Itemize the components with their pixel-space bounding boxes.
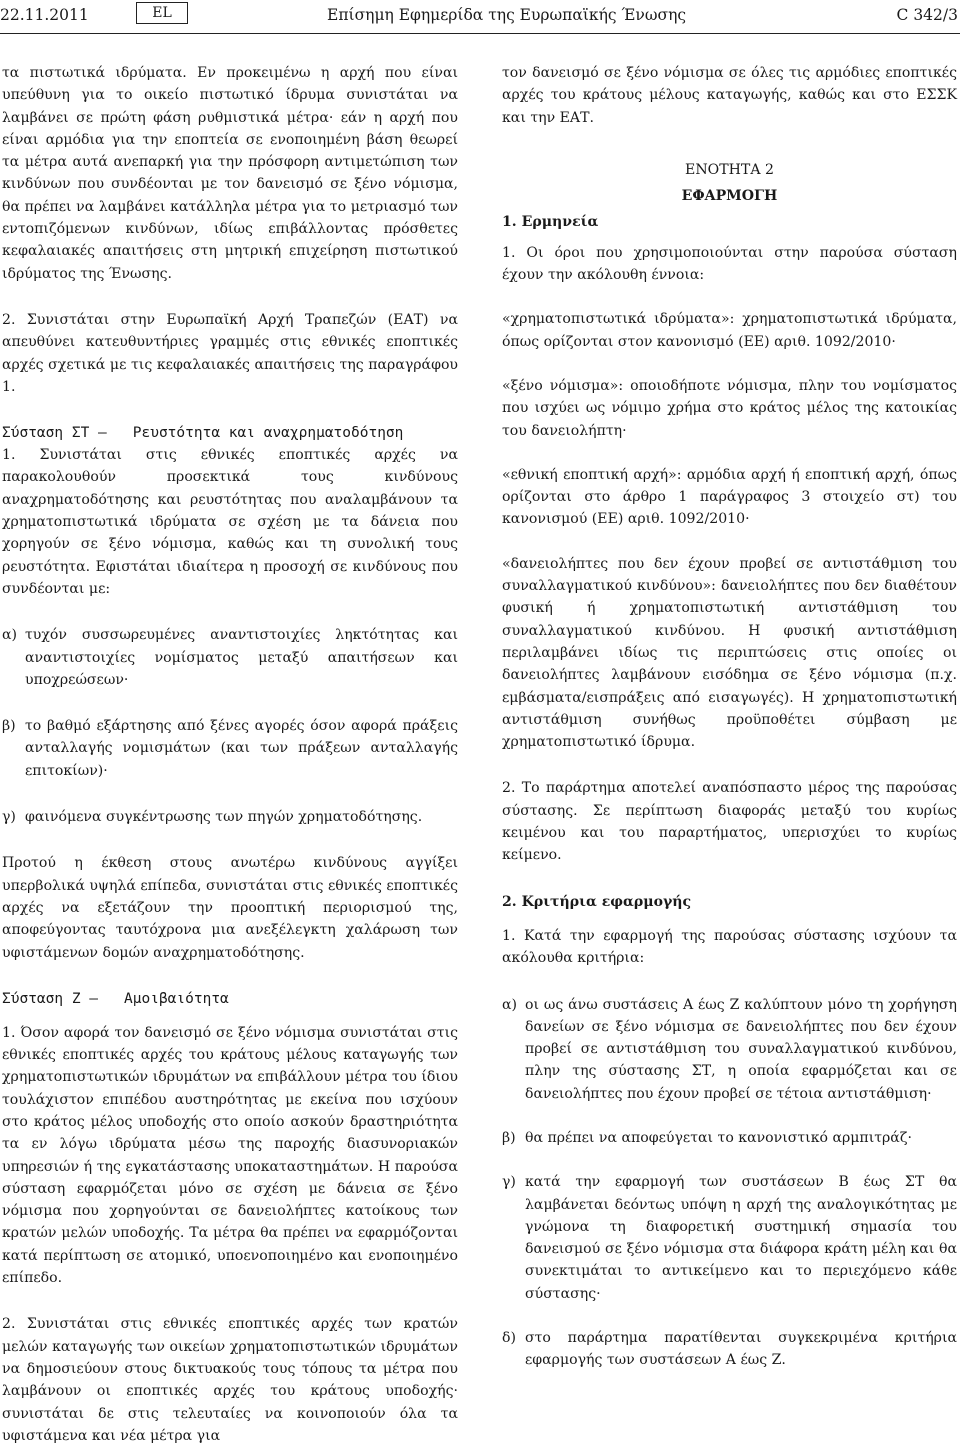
journal-title: Επίσημη Εφημερίδα της Ευρωπαϊκής Ένωσης [327,6,687,24]
paragraph: 2. Το παράρτημα αποτελεί αναπόσπαστο μέρος της παρούσας σύστασης. Σε περίπτωση διαφοράς μεταξύ του κυρίως κειμένου και του παραρτήματος, υπερισχύει το κυρίως κείμενο. [502,780,957,864]
definition: «εθνική εποπτική αρχή»: αρμόδια αρχή ή εποπτική αρχή, όπως ορίζονται στο άρθρο 1 παράγραφος 3 στοιχείο στ) του κανονισμού (ΕΕ) αριθ. 1092/2010· [502,466,957,528]
header-rule [0,33,960,34]
definition: «χρηματοπιστωτικά ιδρύματα»: χρηματοπιστωτικά ιδρύματα, όπως ορίζονται στον κανονισμό (ΕΕ) αριθ. 1092/2010· [502,311,957,350]
paragraph: τον δανεισμό σε ξένο νόμισμα σε όλες τις αρμόδιες εποπτικές αρχές του κράτους μέλους καταγωγής, καθώς και στο ΕΣΣΚ και την ΕΑΤ. [502,65,957,126]
list-item: β) θα πρέπει να αποφεύγεται το κανονιστικό αρμπιτράζ· [502,1129,912,1146]
language-box: EL [136,2,188,24]
definition: «δανειολήπτες που δεν έχουν προβεί σε αντιστάθμιση του συναλλαγματικού κινδύνου»: δανειολήπτες που δεν διαθέτουν φυσική ή χρηματοπιστωτική αντιστάθμιση του συναλλαγματικού κινδύνου. Η φυσική αντιστάθμιση περιλαμβάνει ιδίως τις περιπτώσεις στις οποίες οι δανειολήπτες λαμβάνουν εισόδημα σε ξένο νόμισμα (π.χ. εμβάσματα/εισπράξεις από εισαγωγές). Η χρηματοπιστωτική αντιστάθμιση συνήθως προϋποθέτει σύμβαση με χρηματοπιστωτικό ίδρυμα. [502,555,957,751]
section-label: ΕΝΟΤΗΤΑ 2 [685,161,774,178]
heading-title: Ρευστότητα και αναχρηματοδότηση [132,425,404,442]
paragraph: τα πιστωτικά ιδρύματα. Εν προκειμένω η αρχή που είναι υπεύθυνη για το οικείο πιστωτικό ίδρυμα συνιστάται να λαμβάνει σε πρώτη φάση ρυθμιστικά μέτρα· εάν η αρχή που είναι αρμόδια για την εποπτεία σε ενοποιημένη βάση θεωρεί τα μέτρα αυτά ανεπαρκή για την πρόσφορη αντιμετώπιση των κινδύνων που συνδέονται με τον δανεισμό σε ξένο νόμισμα, θα πρέπει να λαμβάνει κατάλληλα μέτρα για το μετριασμό των εντοπιζόμενων κινδύνων, ιδίως επιβάλλοντας πρόσθετες κεφαλαιακές απαιτήσεις στη μητρική επιχείρηση πιστωτικού ιδρύματος της Ένωσης. [2,65,458,282]
left-column [2,62,458,1447]
paragraph: 1. Κατά την εφαρμογή της παρούσας σύστασης ισχύουν τα ακόλουθα κριτήρια: [502,927,957,967]
paragraph: 2. Συνιστάται στην Ευρωπαϊκή Αρχή Τραπεζών (ΕΑΤ) να απευθύνει κατευθυντήριες γραμμές στις εθνικές εποπτικές αρχές σχετικά με τις κεφαλαιακές απαιτήσεις της παραγράφου 1. [2,311,458,395]
section-heading-st [2,422,458,444]
list-item: α) τυχόν συσσωρευμένες αναντιστοιχίες ληκτότητας και αναντιστοιχίες νομίσματος μεταξύ απαιτήσεων και υποχρεώσεων· [2,627,458,688]
list-item: α) οι ως άνω συστάσεις Α έως Ζ καλύπτουν μόνο τη χορήγηση δανείων σε ξένο νόμισμα σε δανειολήπτες που δεν έχουν προβεί σε αντιστάθμιση του συναλλαγματικού κινδύνου, πλην της σύστασης ΣΤ, η οποία εφαρμόζεται και σε δανειολήπτες που έχουν προβεί σε τέτοια αντιστάθμιση· [502,996,957,1102]
page-reference: C 342/3 [896,6,958,24]
subheading-interpretation: 1. Ερμηνεία [502,214,599,231]
paragraph: 1. Συνιστάται στις εθνικές εποπτικές αρχές να παρακολουθούν προσεκτικά τους κινδύνους αναχρηματοδότησης και ρευστότητας που αναλαμβάνουν τα χρηματοπιστωτικά ιδρύματα σε σχέση με τα δάνεια που χορηγούν σε ξένο νόμισμα, καθώς και τη συνολική τους ρευστότητα. Εφιστάται ιδιαίτερα η προσοχή σε κινδύνους που συνδέονται με: [2,447,458,597]
section-title: ΕΦΑΡΜΟΓΗ [681,188,778,205]
definition: «ξένο νόμισμα»: οποιοδήποτε νόμισμα, πλην του νομίσματος που ισχύει ως νόμιμο χρήμα στο κράτος μέλος της κατοικίας του δανειολήπτη· [502,377,957,439]
section-heading-z [2,988,458,1010]
heading-label: Σύσταση ΣΤ – [2,425,107,442]
paragraph: 1. Όσον αφορά τον δανεισμό σε ξένο νόμισμα συνιστάται στις εθνικές εποπτικές αρχές του κράτους μέλους καταγωγής των χρηματοπιστωτικών ιδρυμάτων να επιβάλλουν μέτρα του ίδιου τουλάχιστον επιπέδου αυστηρότητας με εκείνα που ισχύουν στο κράτος μέλος υποδοχής στο οποίο ασκούν δραστηριότητα τα εν λόγω ιδρύματα μέσω της παροχής διασυνοριακών υπηρεσιών ή της εγκατάστασης υποκαταστημάτων. Η παρούσα σύσταση εφαρμόζεται μόνο σε σχέση με δάνεια σε ξένο νόμισμα που χορηγούνται σε δανειολήπτες κατοίκους των κρατών μελών υποδοχής. Τα μέτρα θα πρέπει να εφαρμόζονται κατά περίπτωση σε ατομικό, υποενοποιημένο και ενοποιημένο επίπεδο. [2,1024,458,1287]
page-header [0,0,960,34]
paragraph: 1. Οι όροι που χρησιμοποιούνται στην παρούσα σύσταση έχουν την ακόλουθη έννοια: [502,244,957,284]
list-item: β) το βαθμό εξάρτησης από ξένες αγορές όσον αφορά πράξεις ανταλλαγής νομισμάτων (και των πράξεων ανταλλαγής επιτοκίων)· [2,718,458,779]
issue-date: 22.11.2011 [0,6,89,24]
list-item: δ) στο παράρτημα παρατίθενται συγκεκριμένα κριτήρια εφαρμογής των συστάσεων Α έως Ζ. [502,1330,957,1369]
right-column [502,62,957,1372]
list-item: γ) κατά την εφαρμογή των συστάσεων Β έως ΣΤ θα λαμβάνεται δεόντως υπόψη η αρχή της αναλογικότητας με γνώμονα τη διαφορετική συστημική σημασία του δανεισμού σε ξένο νόμισμα στα διάφορα κράτη μέλη και θα συνεκτιμάται το αντικείμενο και το περιεχόμενο κάθε σύστασης· [502,1174,957,1302]
heading-label: Σύσταση Ζ – [2,990,99,1007]
paragraph: Προτού η έκθεση στους ανωτέρω κινδύνους αγγίξει υπερβολικά υψηλά επίπεδα, συνιστάται στις εθνικές εποπτικές αρχές να εξετάζουν την προοπτική περιορισμού της, αποφεύγοντας ταυτόχρονα μια ανεξέλεγκτη χαλάρωση των υφιστάμενων δομών αναχρηματοδότησης. [2,855,458,961]
subheading-criteria: 2. Κριτήρια εφαρμογής [502,893,692,910]
list-item: γ) φαινόμενα συγκέντρωσης των πηγών χρηματοδότησης. [2,809,423,826]
heading-title: Αμοιβαιότητα [124,990,229,1007]
paragraph: 2. Συνιστάται στις εθνικές εποπτικές αρχές των κρατών μελών καταγωγής των οικείων χρηματοπιστωτικών ιδρυμάτων να δημοσιεύουν στους δικτυακούς τους τόπους τα μέτρα που λαμβάνουν οι εποπτικές αρχές του κράτους υποδοχής· συνιστάται δε στις τελευταίες να κοινοποιούν όλα τα υφιστάμενα και νέα μέτρα για [2,1316,458,1444]
